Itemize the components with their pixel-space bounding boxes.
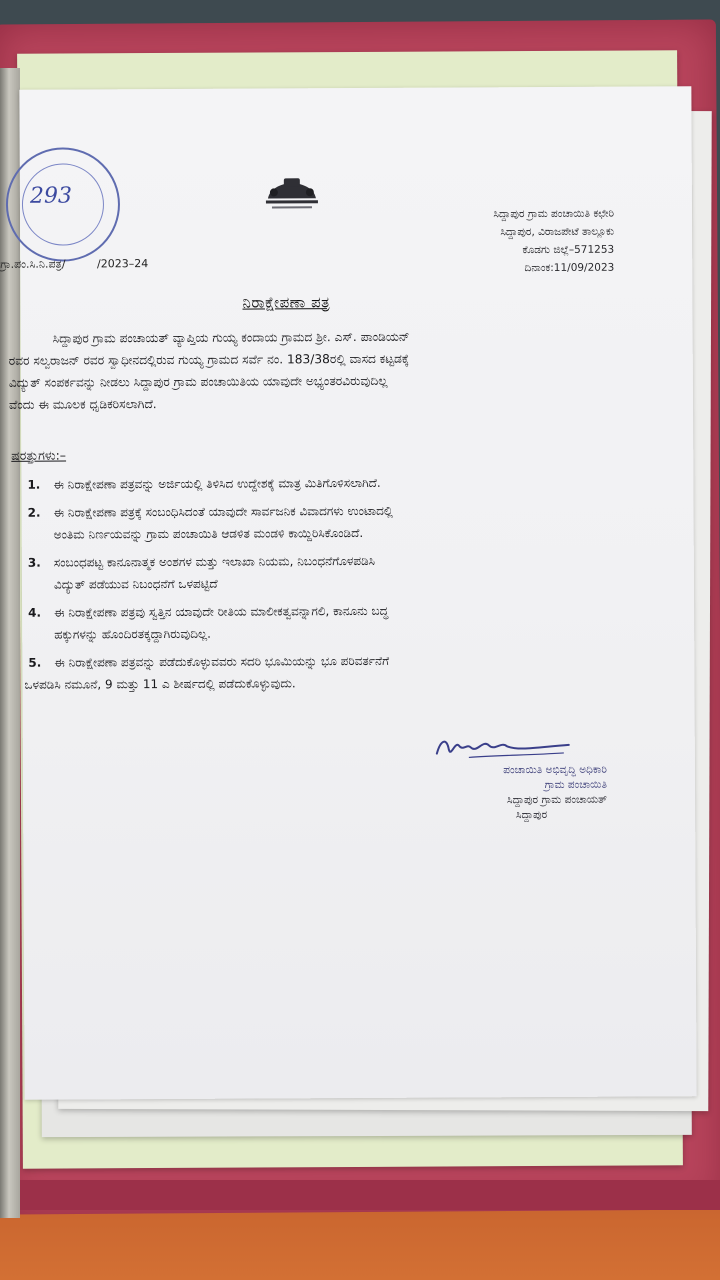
reference-number xyxy=(0,257,148,272)
condition-item xyxy=(22,548,662,595)
office-line: ಕೊಡಗು ಜಿಲ್ಲೆ–571253 xyxy=(522,243,615,257)
noc-letter-page xyxy=(0,86,696,1100)
reference-year: /2023–24 xyxy=(96,257,149,271)
body-line: ವೆಂದು ಈ ಮೂಲಕ ಧೃಡಿಕರಿಸಲಾಗಿದೆ. xyxy=(8,397,157,412)
signature-block xyxy=(503,763,607,824)
designation-stamp: ಪಂಚಾಯಿತಿ ಅಭಿವೃದ್ಧಿ ಅಧಿಕಾರಿ xyxy=(503,763,607,777)
folder-edge xyxy=(0,1180,720,1210)
condition-line: ಈ ನಿರಾಕ್ಷೇಪಣಾ ಪತ್ರಕ್ಕೆ ಸಂಬಂಧಿಸಿದಂತೆ ಯಾವುದೇ ಸಾರ್ವಜನಿಕ ವಿವಾದಗಳು ಉಂಟಾದಲ್ಲಿ xyxy=(53,503,393,520)
condition-number: 5. xyxy=(28,655,42,670)
condition-line: ವಿದ್ಯುತ್ ಪಡೆಯುವ ನಿಬಂಧನೆಗೆ ಒಳಪಟ್ಟಿದೆ xyxy=(53,576,218,592)
condition-line: ಸಂಬಂಧಪಟ್ಟ ಕಾನೂನಾತ್ಮಕ ಅಂಶಗಳ ಮತ್ತು ಇಲಾಖಾ ನಿಯಮ, ನಿಬಂಧನೆಗೊಳಪಡಿಸಿ xyxy=(53,553,376,570)
conditions-list xyxy=(21,470,662,701)
designation-stamp-line: ಗ್ರಾಮ ಪಂಚಾಯಿತಿ xyxy=(544,778,608,792)
stamp-number: 293 xyxy=(29,183,72,209)
condition-line: ಒಳಪಡಿಸಿ ನಮೂನೆ, 9 ಮತ್ತು 11 ಎ ಶೀರ್ಷದಲ್ಲಿ ಪಡೆದುಕೊಳ್ಳುವುದು. xyxy=(24,676,296,692)
condition-line: ಈ ನಿರಾಕ್ಷೇಪಣಾ ಪತ್ರವು ಸ್ವತ್ತಿನ ಯಾವುದೇ ರೀತಿಯ ಮಾಲೀಕತ್ವವನ್ನಾಗಲಿ, ಕಾನೂನು ಬದ್ಧ xyxy=(54,603,389,620)
signatory-office: ಸಿದ್ದಾಪುರ ಗ್ರಾಮ ಪಂಚಾಯತ್ xyxy=(506,793,608,807)
condition-line: ಈ ನಿರಾಕ್ಷೇಪಣಾ ಪತ್ರವನ್ನು ಪಡೆದುಕೊಳ್ಳುವವರು ಸದರಿ ಭೂಮಿಯನ್ನು ಭೂ ಪರಿವರ್ತನೆಗೆ xyxy=(54,653,390,670)
inward-stamp xyxy=(6,147,121,262)
government-emblem-icon xyxy=(260,176,324,212)
condition-item xyxy=(22,598,662,645)
condition-line: ಈ ನಿರಾಕ್ಷೇಪಣಾ ಪತ್ರವನ್ನು ಅರ್ಜಿಯಲ್ಲಿ ತಿಳಿಸಿದ ಉದ್ದೇಶಕ್ಕೆ ಮಾತ್ರ ಮಿತಿಗೊಳಿಸಲಾಗಿದೆ. xyxy=(53,475,381,492)
condition-number: 2. xyxy=(27,505,41,520)
body-line: ರವರ ಸಲ್ವರಾಜನ್ ರವರ ಸ್ವಾಧೀನದಲ್ಲಿರುವ ಗುಯ್ಯ ಗ್ರಾಮದ ಸರ್ವೆ ನಂ. 183/38ರಲ್ಲಿ ವಾಸದ ಕಟ್ಟಡಕ್ಕೆ xyxy=(8,351,410,368)
condition-item xyxy=(22,648,662,695)
body-line: ವಿದ್ಯುತ್ ಸಂಪರ್ಕವನ್ನು ನೀಡಲು ಸಿದ್ದಾಪುರ ಗ್ರಾಮ ಪಂಚಾಯಿತಿಯ ಯಾವುದೇ ಅಭ್ಯಂತರವಿರುವುದಿಲ್ಲ xyxy=(8,373,388,390)
office-address xyxy=(493,205,614,278)
reference-prefix: ಗ್ರಾ.ಪಂ.ಸಿ.ನಿ.ಪತ್ರ/ xyxy=(0,257,66,271)
condition-item xyxy=(21,470,661,495)
condition-line: ಅಂತಿಮ ನಿರ್ಣಯವನ್ನು ಗ್ರಾಮ ಪಂಚಾಯಿತಿ ಆಡಳಿತ ಮಂಡಳಿ ಕಾಯ್ದಿರಿಸಿಕೊಂಡಿದೆ. xyxy=(53,525,364,542)
condition-item xyxy=(22,498,662,545)
office-line: ಸಿದ್ದಾಪುರ ಗ್ರಾಮ ಪಂಚಾಯಿತಿ ಕಛೇರಿ xyxy=(493,207,615,221)
handwritten-signature xyxy=(429,731,579,766)
condition-number: 4. xyxy=(28,605,42,620)
body-paragraph xyxy=(9,325,639,416)
condition-number: 1. xyxy=(27,477,41,492)
letter-date: ದಿನಾಂಕ:11/09/2023 xyxy=(524,261,615,275)
office-line: ಸಿದ್ದಾಪುರ, ವಿರಾಜಪೇಟೆ ತಾಲ್ಲೂಕು xyxy=(500,225,615,239)
body-line: ಸಿದ್ದಾಪುರ ಗ್ರಾಮ ಪಂಚಾಯತ್ ವ್ಯಾಪ್ತಿಯ ಗುಯ್ಯ ಕಂದಾಯ ಗ್ರಾಮದ ಶ್ರೀ. ಎಸ್. ಪಾಂಡಿಯನ್ xyxy=(52,329,410,346)
condition-line: ಹಕ್ಕುಗಳನ್ನು ಹೊಂದಿರತಕ್ಕದ್ದಾಗಿರುವುದಿಲ್ಲ. xyxy=(54,626,211,642)
condition-number: 3. xyxy=(27,555,41,570)
conditions-heading: ಷರತ್ತುಗಳು:– xyxy=(11,447,67,463)
signatory-place: ಸಿದ್ದಾಪುರ xyxy=(516,809,548,822)
file-binding xyxy=(0,68,20,1218)
letter-title: ನಿರಾಕ್ಷೇಪಣಾ ಪತ್ರ xyxy=(242,293,331,312)
